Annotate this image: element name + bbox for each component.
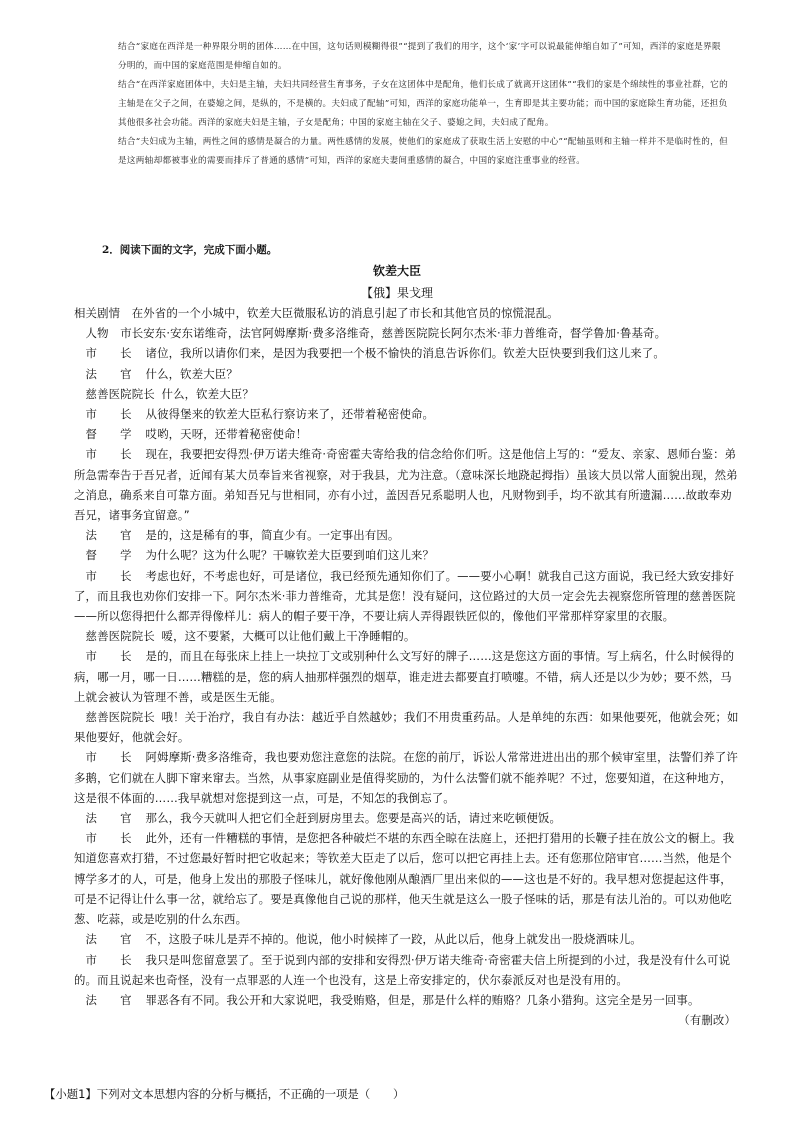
dialogue-line — [74, 424, 740, 444]
passage-body — [74, 303, 740, 1030]
speech: 嗳，这不要紧，大概可以让他们戴上干净睡帽的。 — [161, 629, 416, 644]
speaker: 慈善医院院长 — [85, 710, 155, 725]
question-heading: 2．阅读下面的文字，完成下面小题。 — [102, 244, 278, 256]
passage-title: 钦差大臣 — [372, 264, 421, 278]
speech: 那么，我今天就叫人把它们全赶到厨房里去。您要是高兴的话，请过来吃顿便饭。 — [145, 811, 562, 826]
dialogue-line — [74, 444, 740, 525]
dialogue-line — [74, 545, 740, 565]
dialogue-line — [74, 707, 740, 747]
dialogue-line — [74, 929, 740, 949]
speech: 我只是叫您留意罢了。至于说到内部的安排和安得烈·伊万诺夫维奇·奇密霍夫信上所提到的小过，我是没有什么可说的。而且说起来也奇怪，没有一点罪恶的人连一个也没有，这是上帝安排定的，伏尔泰派反对也是没有用的。 — [74, 952, 731, 987]
subquestion: 【小题1】下列对文本思想内容的分析与概括，不正确的一项是（ ） — [44, 1087, 405, 1101]
speaker: 督 学 — [85, 548, 132, 563]
speech: 现在，我要把安得烈·伊万诺夫维奇·奇密霍夫寄给我的信念给你们听。这是他信上写的：“爱友、亲家、恩师台鉴：弟所急需奉告于吾兄者，近闻有某大员奉旨来省视察，对于我县，尤为注意。（意味深长地跷起拇指）虽该大员以常人面貌出现，然弟之消息，确系来自可靠方面。弟知吾兄与世相同，亦有小过，盖因吾兄系聪明人也，凡财物到手，均不欲其有所遗漏……故敢奉劝吾兄，诸事务宜留意。” — [74, 447, 738, 523]
speaker: 市 长 — [85, 649, 132, 664]
speaker: 市 长 — [85, 952, 132, 967]
plot-line — [74, 303, 740, 323]
dialogue-line — [74, 343, 740, 363]
speech: 是的，这是稀有的事，简直少有。一定事出有因。 — [145, 528, 400, 543]
speaker: 督 学 — [85, 427, 132, 442]
answer-note: 结合“在西洋家庭团体中，夫妇是主轴，夫妇共同经营生育事务，子女在这团体中是配角，他们长成了就离开这团体”“我们的家是个绵续性的事业社群，它的主轴是在父子之间，在婆媳之间，是纵的，不是横的。夫妇成了配轴”可知，西洋的家庭功能单一，生育即是其主要功能；而中国的家庭除生育功能，还担负其他很多社会功能。西洋的家庭夫妇是主轴，子女是配角；中国的家庭主轴在父子、婆媳之间，夫妇成了配角。 — [118, 80, 728, 128]
speaker: 法 官 — [85, 366, 132, 381]
speech: 什么，钦差大臣？ — [145, 366, 238, 381]
speech: 罪恶各有不同。我公开和大家说吧，我受贿赂，但是，那是什么样的贿赂？几条小猎狗。这完全是另一回事。 — [145, 992, 700, 1007]
speech: 哎哟，天呀，还带着秘密使命！ — [145, 427, 308, 442]
plot-label: 相关剧情 — [74, 306, 121, 320]
speaker: 法 官 — [85, 992, 132, 1007]
speaker: 慈善医院院长 — [85, 629, 155, 644]
answer-notes — [118, 38, 728, 171]
speaker: 市 长 — [85, 831, 132, 846]
dialogue-line — [74, 525, 740, 545]
speaker: 市 长 — [85, 750, 132, 765]
dialogue-line — [74, 626, 740, 646]
cast-label: 人物 — [85, 326, 109, 341]
speech: 从彼得堡来的钦差大臣私行察访来了，还带着秘密使命。 — [145, 407, 435, 422]
speaker: 市 长 — [85, 407, 132, 422]
dialogue-line — [74, 950, 740, 990]
source-note: （有删改） — [678, 1013, 736, 1028]
speaker: 法 官 — [85, 528, 132, 543]
speech: 诸位，我所以请你们来，是因为我要把一个极不愉快的消息告诉你们。钦差大臣快要到我们这儿来了。 — [145, 346, 665, 361]
speaker: 市 长 — [85, 447, 132, 462]
plot-text: 在外省的一个小城中，钦差大臣微服私访的消息引起了市长和其他官员的惊慌混乱。 — [131, 306, 559, 320]
dialogue-line — [74, 646, 740, 707]
speech: 哦！关于治疗，我自有办法：越近乎自然越妙；我们不用贵重药品。人是单纯的东西：如果他要死，他就会死；如果他要好，他就会好。 — [74, 710, 739, 745]
dialogue-line — [74, 808, 740, 828]
speech: 阿姆摩斯·费多洛维奇，我也要劝您注意您的法院。在您的前厅，诉讼人常常进进出出的那个候审室里，法警们养了许多鹅，它们就在人脚下窜来窜去。当然，从事家庭副业是值得奖励的，为什么法警们就不能养呢？不过，您要知道，在这种地方，这是很不体面的……我早就想对您提到这一点，可是，不知怎的我倒忘了。 — [74, 750, 738, 805]
speech: 什么，钦差大臣？ — [161, 386, 254, 401]
speech: 考虑也好，不考虑也好，可是诸位，我已经预先通知你们了。——要小心啊！就我自己这方面说，我已经大致安排好了，而且我也劝你们安排一下。阿尔杰米·菲力普维奇，尤其是您！没有疑问，这位路过的大员一定会先去视察您所管理的慈善医院——所以您得把什么都弄得像样儿：病人的帽子要干净，不要让病人弄得跟铁匠似的，像他们平常那样穿家里的衣服。 — [74, 568, 736, 624]
speech: 是的，而且在每张床上挂上一块拉丁文或别种什么文写好的牌子……这是您这方面的事情。写上病名，什么时候得的病，哪一月，哪一日……糟糕的是，您的病人抽那样强烈的烟草，谁走进去都要直打喷嚏。不错，病人还是以少为妙；要不然，马上就会被认为管理不善，或是医生无能。 — [74, 649, 735, 704]
speech: 此外，还有一件糟糕的事情，是您把各种破烂不堪的东西全晾在法庭上，还把打猎用的长鞭子挂在放公文的橱上。我知道您喜欢打猎，不过您最好暂时把它收起来；等钦差大臣走了以后，您可以把它再挂上去。还有您那位陪审官……当然，他是个博学多才的人，可是，他身上发出的那股子怪味儿，就好像他刚从酿酒厂里出来似的——这也是不好的。我早想对您提起这件事，可是不记得让什么事一岔，就给忘了。要是真像他自己说的那样，他天生就是这么一股子怪味的话，那是有法儿治的。可以劝他吃葱、吃蒜，或是吃别的什么东西。 — [74, 831, 735, 927]
cast-text: 市长安东·安东诺维奇，法官阿姆摩斯·费多洛维奇，慈善医院院长阿尔杰米·菲力普维奇，督学鲁加·鲁基奇。 — [120, 326, 667, 341]
speech: 为什么呢？这为什么呢？干嘛钦差大臣要到咱们这儿来？ — [145, 548, 435, 563]
dialogue-line — [74, 364, 740, 384]
answer-note: 结合“家庭在西洋是一种界限分明的团体……在中国，这句话则模糊得很”“提到了我们的用字，这个‘家’字可以说最能伸缩自如了”可知，西洋的家庭是界限分明的，而中国的家庭范围是伸缩自如的。 — [118, 42, 721, 71]
speaker: 市 长 — [85, 346, 132, 361]
speech: 不，这股子味儿是弄不掉的。他说，他小时候摔了一跤，从此以后，他身上就发出一股烧酒味儿。 — [145, 932, 642, 947]
dialogue-line — [74, 566, 740, 627]
speaker: 市 长 — [85, 568, 132, 583]
speaker: 慈善医院院长 — [85, 386, 155, 401]
dialogue — [74, 343, 740, 1010]
speaker: 法 官 — [85, 811, 132, 826]
dialogue-line — [74, 404, 740, 424]
dialogue-line — [74, 384, 740, 404]
passage-author: 【俄】果戈理 — [360, 286, 433, 300]
dialogue-line — [74, 828, 740, 929]
speaker: 法 官 — [85, 932, 132, 947]
dialogue-line — [74, 990, 740, 1010]
dialogue-line — [74, 747, 740, 808]
cast-line — [74, 323, 740, 343]
answer-note: 结合“夫妇成为主轴，两性之间的感情是凝合的力量。两性感情的发展，使他们的家庭成了获取生活上安慰的中心”“配轴虽则和主轴一样并不是临时性的，但是这两轴却都被事业的需要而排斥了普通的感情”可知，西洋的家庭夫妻间重感情的凝合，中国的家庭注重事业的经营。 — [118, 137, 728, 166]
